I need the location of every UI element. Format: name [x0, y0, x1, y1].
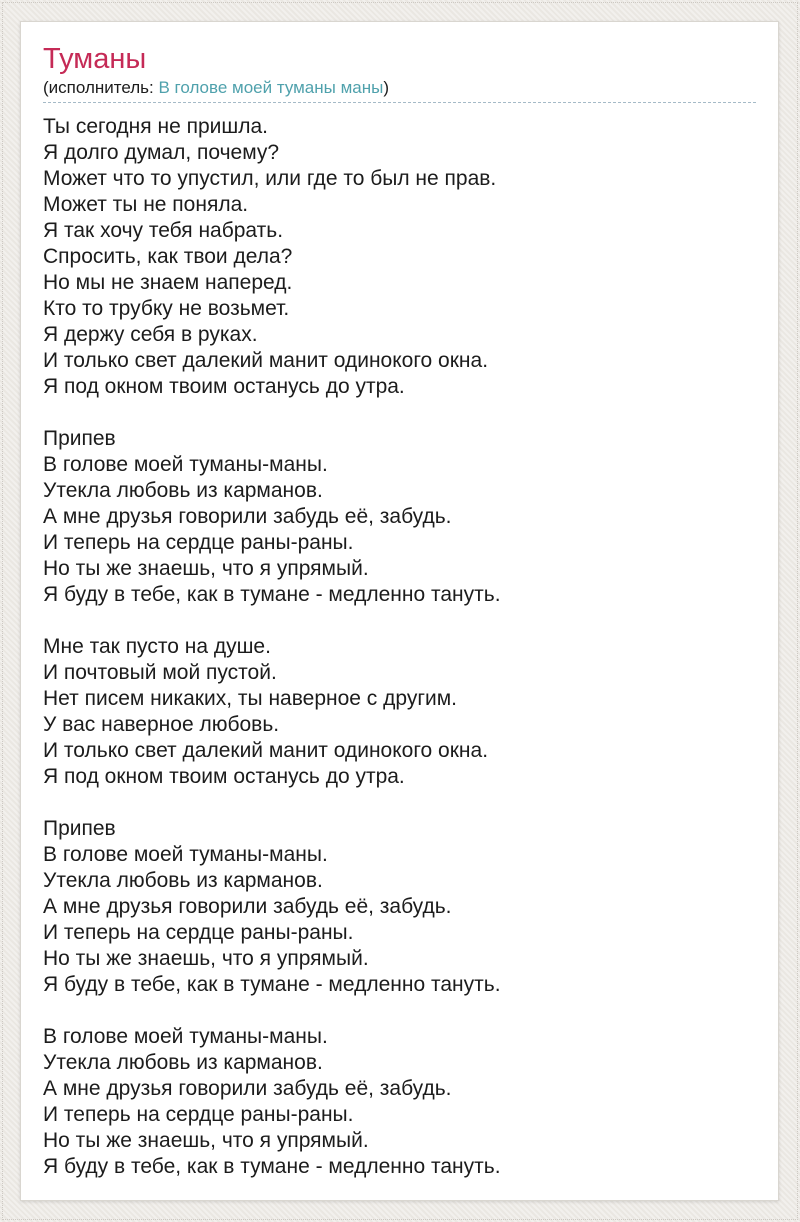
lyric-line: В голове моей туманы-маны. — [43, 1025, 328, 1049]
lyric-blank-line — [43, 998, 756, 1024]
lyric-line: Ты сегодня не пришла. — [43, 115, 268, 139]
artist-line — [43, 78, 756, 98]
lyric-line: Утекла любовь из карманов. — [43, 1051, 323, 1075]
lyric-line: Но мы не знаем наперед. — [43, 271, 293, 295]
lyric-line: Я держу себя в руках. — [43, 323, 258, 347]
lyric-line: Кто то трубку не возьмет. — [43, 297, 290, 321]
lyric-blank-line — [43, 608, 756, 634]
page-title: Туманы — [43, 43, 147, 75]
lyric-line: Мне так пусто на душе. — [43, 635, 271, 659]
lyric-line: Может ты не поняла. — [43, 193, 249, 217]
lyric-line: Я под окном твоим останусь до утра. — [43, 375, 405, 399]
lyric-line: Спросить, как твои дела? — [43, 245, 293, 269]
lyric-line: И только свет далекий манит одинокого окна. — [43, 739, 489, 763]
artist-label-suffix: ) — [383, 78, 390, 98]
lyric-blank-line — [43, 790, 756, 816]
lyric-line: Я буду в тебе, как в тумане - медленно тануть. — [43, 583, 501, 607]
lyric-line: Может что то упустил, или где то был не прав. — [43, 167, 497, 191]
lyric-line: В голове моей туманы-маны. — [43, 453, 328, 477]
song-header — [43, 44, 756, 103]
lyric-line: Я под окном твоим останусь до утра. — [43, 765, 405, 789]
lyric-line: Но ты же знаешь, что я упрямый. — [43, 947, 369, 971]
lyric-line: И теперь на сердце раны-раны. — [43, 531, 354, 555]
lyric-line: И теперь на сердце раны-раны. — [43, 921, 354, 945]
lyric-line: Я долго думал, почему? — [43, 141, 280, 165]
lyric-line: И почтовый мой пустой. — [43, 661, 277, 685]
lyric-line: В голове моей туманы-маны. — [43, 843, 328, 867]
lyric-line: А мне друзья говорили забудь её, забудь. — [43, 505, 452, 529]
lyric-line: Я буду в тебе, как в тумане - медленно тануть. — [43, 1155, 501, 1179]
artist-link[interactable]: В голове моей туманы маны — [158, 78, 384, 98]
lyric-line: А мне друзья говорили забудь её, забудь. — [43, 1077, 452, 1101]
lyrics-text — [43, 114, 756, 1180]
artist-label-prefix: (исполнитель: — [43, 78, 159, 98]
lyric-line: Но ты же знаешь, что я упрямый. — [43, 1129, 369, 1153]
lyric-line: Утекла любовь из карманов. — [43, 869, 323, 893]
lyric-line: Я так хочу тебя набрать. — [43, 219, 284, 243]
lyric-line: Я буду в тебе, как в тумане - медленно тануть. — [43, 973, 501, 997]
lyric-line: У вас наверное любовь. — [43, 713, 280, 737]
lyric-line: Но ты же знаешь, что я упрямый. — [43, 557, 369, 581]
lyric-line: А мне друзья говорили забудь её, забудь. — [43, 895, 452, 919]
lyric-line: И только свет далекий манит одинокого окна. — [43, 349, 489, 373]
lyric-blank-line — [43, 400, 756, 426]
lyric-line: Нет писем никаких, ты наверное с другим. — [43, 687, 457, 711]
lyric-line: Припев — [43, 427, 116, 451]
lyric-line: Утекла любовь из карманов. — [43, 479, 323, 503]
lyric-line: И теперь на сердце раны-раны. — [43, 1103, 354, 1127]
lyrics-card — [20, 21, 779, 1201]
lyric-line: Припев — [43, 817, 116, 841]
